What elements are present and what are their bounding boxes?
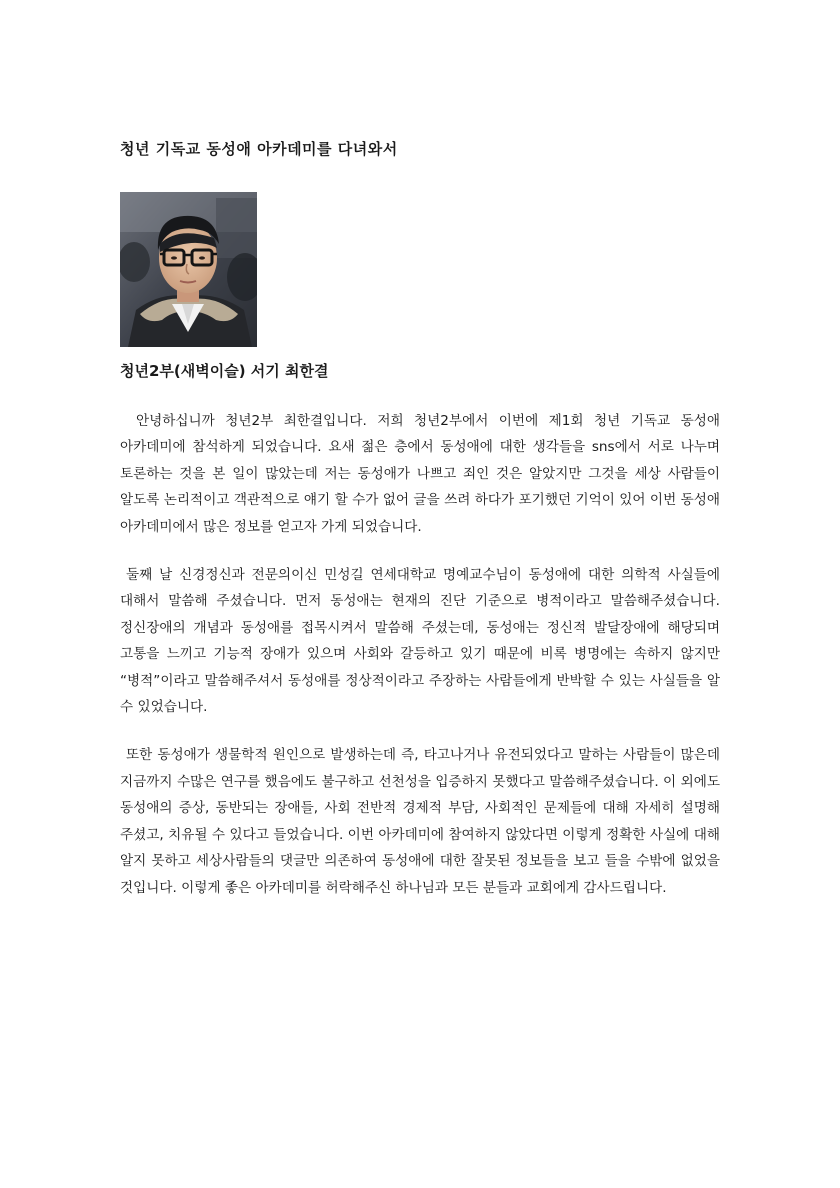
author-photo: [120, 192, 257, 347]
document-title: 청년 기독교 동성애 아카데미를 다녀와서: [120, 140, 398, 158]
paragraph-2: 둘째 날 신경정신과 전문의이신 민성길 연세대학교 명예교수님이 동성애에 대한 의학적 사실들에 대해서 말씀해 주셨습니다. 먼저 동성애는 현재의 진단 기준으로 병적이라고 말씀해주셨습니다. 정신장애의 개념과 동성애를 접목시켜서 말씀해 주셨는데, 동성애는 정신적 발달장애에 해당되며 고통을 느끼고 기능적 장애가 있으며 사회와 갈등하고 있기 때문에 비록 병명에는 속하지 않지만 “병적”이라고 말씀해주셔서 동성애를 정상적이라고 주장하는 사람들에게 반박할 수 있는 사실들을 알 수 있었습니다.: [120, 567, 720, 716]
author-byline: 청년2부(새벽이슬) 서기 최한결: [120, 362, 329, 380]
paragraph-1: 안녕하십니까 청년2부 최한결입니다. 저희 청년2부에서 이번에 제1회 청년 기독교 동성애 아카데미에 참석하게 되었습니다. 요새 젊은 층에서 동성애에 대한 생각들을 sns에서 서로 나누며 토론하는 것을 본 일이 많았는데 저는 동성애가 나쁘고 죄인 것은 알았지만 그것을 세상 사람들이 알도록 논리적이고 객관적으로 얘기 할 수가 없어 글을 쓰려 하다가 포기했던 기억이 있어 이번 동성애 아카데미에서 많은 정보를 얻고자 가게 되었습니다.: [120, 413, 720, 535]
article-body: [120, 408, 720, 923]
paragraph-3: 또한 동성애가 생물학적 원인으로 발생하는데 즉, 타고나거나 유전되었다고 말하는 사람들이 많은데 지금까지 수많은 연구를 했음에도 불구하고 선천성을 입증하지 못했다고 말씀해주셨습니다. 이 외에도 동성애의 증상, 동반되는 장애들, 사회 전반적 경제적 부담, 사회적인 문제들에 대해 자세히 설명해 주셨고, 치유될 수 있다고 들었습니다. 이번 아카데미에 참여하지 않았다면 이렇게 정확한 사실에 대해 알지 못하고 세상사람들의 댓글만 의존하여 동성애에 대한 잘못된 정보들을 보고 들을 수밖에 없었을 것입니다. 이렇게 좋은 아카데미를 허락해주신 하나님과 모든 분들과 교회에게 감사드립니다.: [120, 747, 720, 896]
